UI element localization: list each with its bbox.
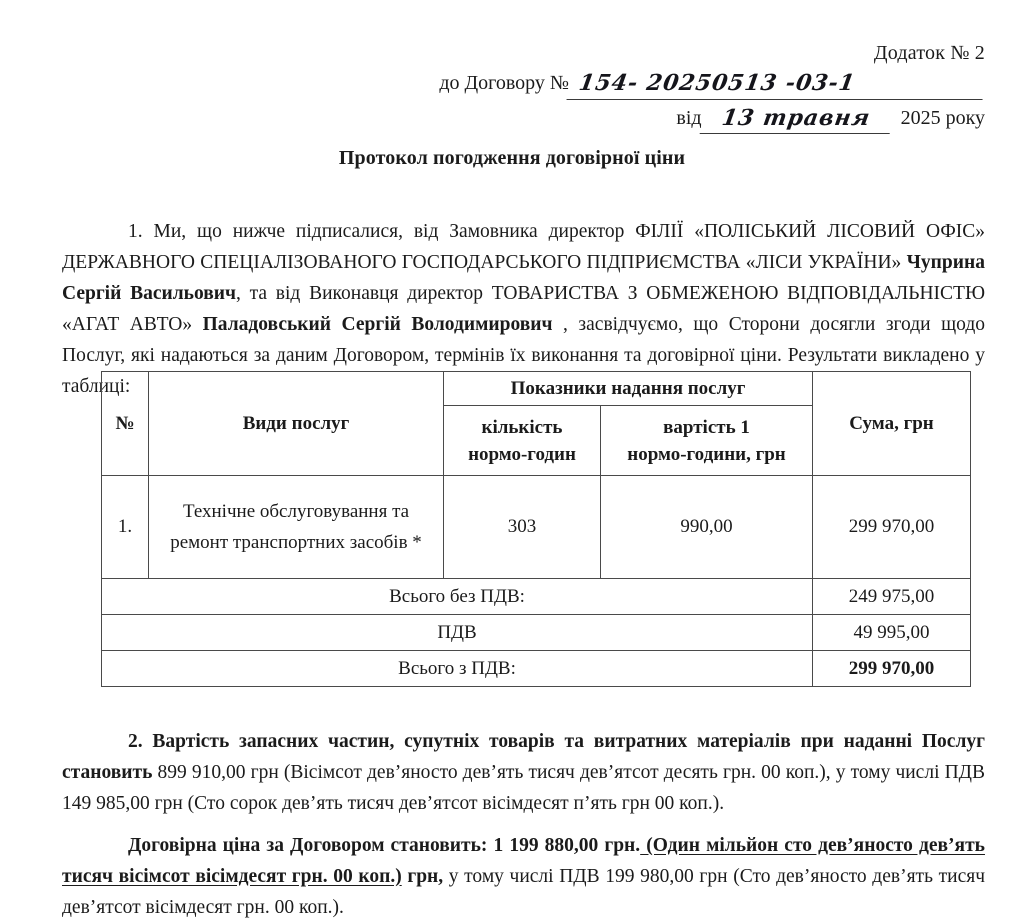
total-label-vat: ПДВ (102, 615, 813, 651)
cell-service-name: Технічне обслуговування та ремонт транспортних засобів * (149, 476, 444, 579)
total-label-gross: Всього з ПДВ: (102, 651, 813, 687)
table-row-total-net (102, 579, 971, 615)
paragraph2-rest: 899 910,00 грн (Вісімсот дев’яносто дев’ять тисяч дев’ятсот десять грн. 00 коп.), у тому числі ПДВ 149 985,00 грн (Сто сорок дев’ять тисяч дев’ятсот вісімдесят п’ять грн 00 коп.). (62, 761, 985, 814)
th-quantity (444, 406, 601, 476)
total-value-net: 249 975,00 (813, 579, 971, 615)
cell-quantity: 303 (444, 476, 601, 579)
paragraph1-tail: , засвідчуємо, що Сторони досягли згоди щодо Послуг, які надаються за даним Договором, термінів їх виконання та договірної ціни. Результати викладено у таблиці: (62, 313, 985, 397)
date-suffix-label: 2025 року (900, 107, 985, 129)
table-row-total-gross (102, 651, 971, 687)
price-table (101, 371, 971, 687)
customer-director-name: Чуприна Сергій Васильович (62, 251, 985, 304)
th-sum: Сума, грн (813, 372, 971, 476)
paragraph1-intro: 1. Ми, що нижче підписалися, від Замовника директор ФІЛІЇ «ПОЛІСЬКИЙ ЛІСОВИЙ ОФІС» ДЕРЖАВНОГО СПЕЦІАЛІЗОВАНОГО ГОСПОДАРСЬКОГО ПІДПРИЄМСТВА «ЛІСИ УКРАЇНИ» (62, 220, 985, 273)
paragraph-contract-price (62, 830, 985, 923)
total-label-net: Всього без ПДВ: (102, 579, 813, 615)
paragraph1-middle: , та від Виконавця директор ТОВАРИСТВА З ОБМЕЖЕНОЮ ВІДПОВІДАЛЬНІСТЮ «АГАТ АВТО» (62, 282, 985, 335)
cell-row-number: 1. (102, 476, 149, 579)
paragraph2-lead: 2. Вартість запасних частин, супутніх товарів та витратних матеріалів при наданні Послуг становить (62, 730, 985, 783)
paragraph-spare-parts (62, 726, 985, 819)
cell-rate: 990,00 (601, 476, 813, 579)
th-rate (601, 406, 813, 476)
contract-price-unit: грн, (401, 865, 444, 887)
th-indicators-group: Показники надання послуг (444, 372, 813, 406)
price-table-container (101, 371, 970, 687)
th-rate-line2: нормо-години, грн (627, 443, 786, 465)
contract-number-field[interactable]: 154- 20250513 -03-1 (566, 68, 987, 100)
contract-price-words: (Один мільйон сто дев’яносто дев’ять тисяч вісімсот вісімдесят грн. 00 коп.) (62, 834, 985, 887)
contract-number-label: до Договору № (439, 72, 569, 94)
table-row (102, 476, 971, 579)
th-quantity-line2: нормо-годин (468, 443, 576, 465)
contract-date-field[interactable]: 13 травня (699, 104, 894, 134)
total-value-vat: 49 995,00 (813, 615, 971, 651)
page-title: Протокол погодження договірної ціни (338, 147, 686, 169)
cell-sum: 299 970,00 (813, 476, 971, 579)
table-header-row-group (102, 372, 971, 406)
th-quantity-line1: кількість (481, 416, 563, 438)
th-rate-line1: вартість 1 (663, 416, 750, 438)
document-header (62, 40, 985, 134)
appendix-number: Додаток № 2 (873, 42, 985, 64)
th-number: № (102, 372, 149, 476)
contractor-director-name: Паладовський Сергій Володимирович (202, 313, 553, 335)
table-row-vat (102, 615, 971, 651)
total-value-gross: 299 970,00 (813, 651, 971, 687)
date-prefix-label: від (676, 107, 702, 129)
contract-number-line (62, 68, 985, 100)
contract-price-lead: Договірна ціна за Договором становить: 1 199 880,00 грн. (128, 834, 641, 856)
contract-date-line (62, 104, 985, 134)
paragraph3-rest: у тому числі ПДВ 199 980,00 грн (Сто дев’яносто дев’ять тисяч дев’ятсот вісімдесят грн. 00 коп.). (62, 865, 985, 918)
th-service-type: Види послуг (149, 372, 444, 476)
